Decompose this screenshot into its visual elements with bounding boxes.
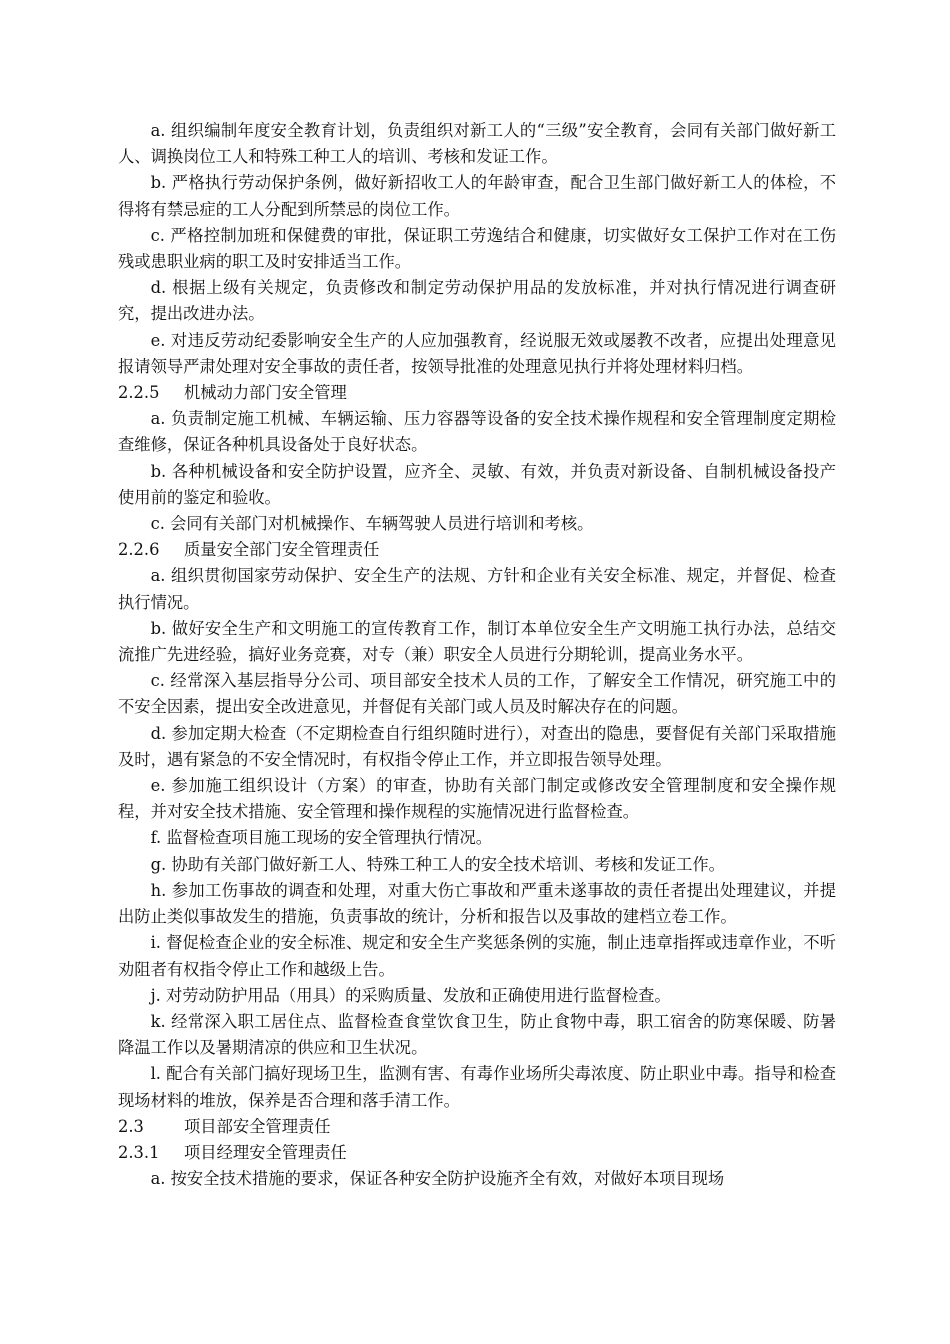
paragraph-hr-a: a. 组织编制年度安全教育计划，负责组织对新工人的“三级”安全教育，会同有关部门做好新工人、调换岗位工人和特殊工种工人的培训、考核和发证工作。: [118, 121, 836, 167]
paragraph-mech-a: a. 负责制定施工机械、车辆运输、压力容器等设备的安全技术操作规程和安全管理制度定期检查维修，保证各种机具设备处于良好状态。: [118, 409, 836, 455]
paragraph-qs-h: h. 参加工伤事故的调查和处理，对重大伤亡事故和严重未遂事故的责任者提出处理建议，并提出防止类似事故发生的措施，负责事故的统计，分析和报告以及事故的建档立卷工作。: [118, 880, 836, 927]
paragraph-qs-d: d. 参加定期大检查（不定期检查自行组织随时进行），对查出的隐患，要督促有关部门采取措施及时，遇有紧急的不安全情况时，有权指令停止工作，并立即报告领导处理。: [118, 723, 836, 769]
section-number: 2.2.6: [118, 540, 160, 560]
paragraph-qs-l: l. 配合有关部门搞好现场卫生，监测有害、有毒作业场所尖毒浓度、防止职业中毒。指导和检查现场材料的堆放，保养是否合理和落手清工作。: [118, 1064, 836, 1110]
paragraph-mech-b: b. 各种机械设备和安全防护设置，应齐全、灵敏、有效，并负责对新设备、自制机械设备投产使用前的鉴定和验收。: [118, 461, 836, 507]
paragraph-qs-e: e. 参加施工组织设计（方案）的审查，协助有关部门制定或修改安全管理制度和安全操作规程，并对安全技术措施、安全管理和操作规程的实施情况进行监督检查。: [118, 776, 836, 822]
section-heading-2-2-5: [118, 380, 836, 406]
paragraph-qs-j: j. 对劳动防护用品（用具）的采购质量、发放和正确使用进行监督检查。: [150, 985, 671, 1005]
paragraph-qs-c: c. 经常深入基层指导分公司、项目部安全技术人员的工作，了解安全工作情况，研究施工中的不安全因素，提出安全改进意见，并督促有关部门或人员及时解决存在的问题。: [118, 671, 836, 717]
section-number: 2.3: [118, 1116, 144, 1136]
paragraph-qs-a: a. 组织贯彻国家劳动保护、安全生产的法规、方针和企业有关安全标准、规定，并督促、检查执行情况。: [118, 566, 836, 612]
section-heading-2-3-1: [118, 1140, 836, 1166]
paragraph-mech-c: c. 会同有关部门对机械操作、车辆驾驶人员进行培训和考核。: [150, 514, 594, 534]
paragraph-qs-k: k. 经常深入职工居住点、监督检查食堂饮食卫生，防止食物中毒，职工宿舍的防寒保暖、防暑降温工作以及暑期清凉的供应和卫生状况。: [118, 1011, 836, 1058]
section-number: 2.3.1: [118, 1142, 160, 1162]
section-title: 项目部安全管理责任: [184, 1116, 331, 1136]
paragraph-pm-a: a. 按安全技术措施的要求，保证各种安全防护设施齐全有效，对做好本项目现场: [150, 1169, 725, 1189]
paragraph-qs-f: f. 监督检查项目施工现场的安全管理执行情况。: [150, 828, 493, 848]
section-title: 机械动力部门安全管理: [184, 383, 347, 403]
section-heading-2-3: [118, 1114, 836, 1140]
paragraph-hr-e: e. 对违反劳动纪委影响安全生产的人应加强教育，经说服无效或屡教不改者，应提出处理意见报请领导严肃处理对安全事故的责任者，按领导批准的处理意见执行并将处理材料归档。: [118, 330, 836, 376]
paragraph-qs-b: b. 做好安全生产和文明施工的宣传教育工作，制订本单位安全生产文明施工执行办法，总结交流推广先进经验，搞好业务竞赛，对专（兼）职安全人员进行分期轮训，提高业务水平。: [118, 618, 836, 665]
section-title: 质量安全部门安全管理责任: [184, 540, 380, 560]
paragraph-hr-d: d. 根据上级有关规定，负责修改和制定劳动保护用品的发放标准，并对执行情况进行调查研究，提出改进办法。: [118, 278, 836, 324]
section-heading-2-2-6: [118, 537, 836, 563]
paragraph-hr-b: b. 严格执行劳动保护条例，做好新招收工人的年龄审查，配合卫生部门做好新工人的体检，不得将有禁忌症的工人分配到所禁忌的岗位工作。: [118, 173, 836, 219]
paragraph-hr-c: c. 严格控制加班和保健费的审批，保证职工劳逸结合和健康，切实做好女工保护工作对在工伤残或患职业病的职工及时安排适当工作。: [118, 225, 836, 272]
paragraph-qs-i: i. 督促检查企业的安全标准、规定和安全生产奖惩条例的实施，制止违章指挥或违章作业，不听劝阻者有权指令停止工作和越级上告。: [118, 933, 836, 979]
section-number: 2.2.5: [118, 383, 160, 403]
document-page: [118, 118, 836, 1192]
section-title: 项目经理安全管理责任: [184, 1142, 347, 1162]
paragraph-qs-g: g. 协助有关部门做好新工人、特殊工种工人的安全技术培训、考核和发证工作。: [150, 854, 725, 874]
